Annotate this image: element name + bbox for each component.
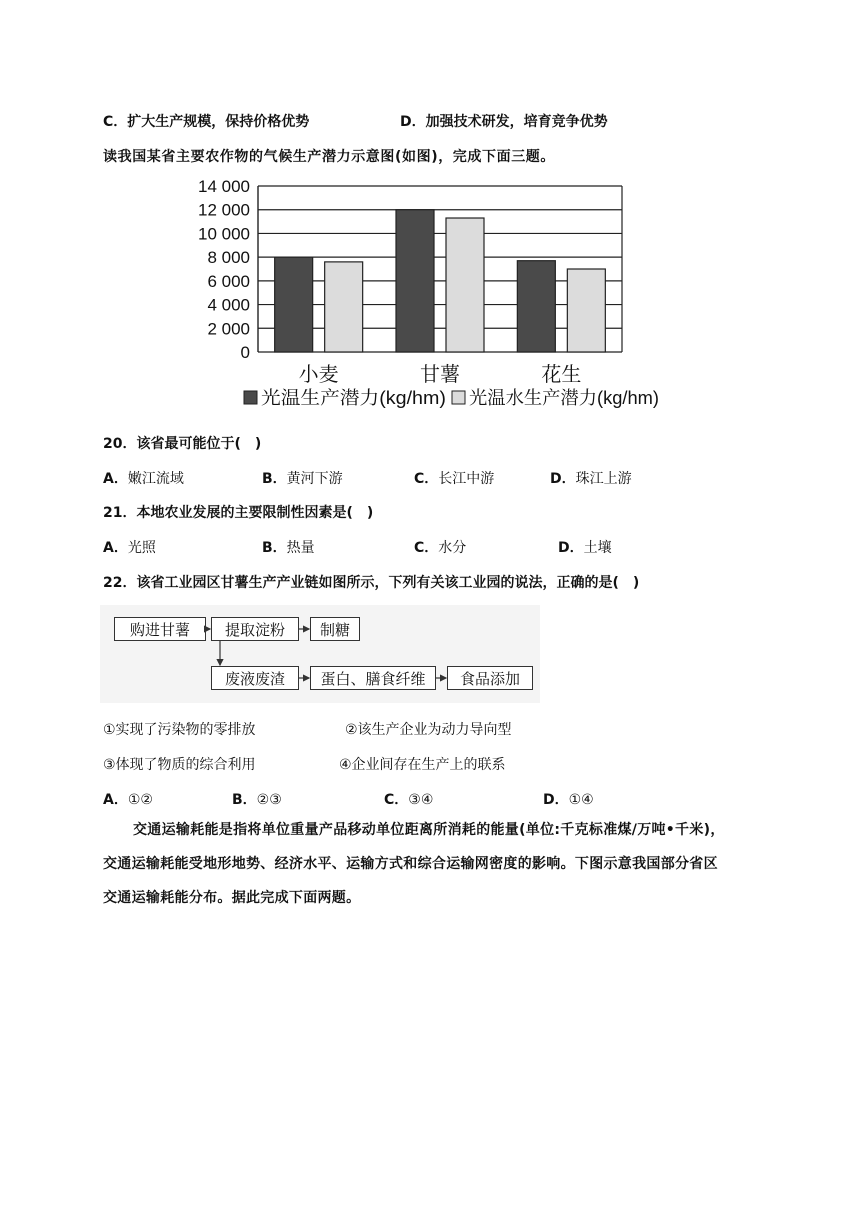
intro-text: 读我国某省主要农作物的气候生产潜力示意图(如图)，完成下面三题。 xyxy=(103,149,555,165)
flow-box-protein: 蛋白、膳食纤维 xyxy=(310,666,436,690)
y-tick-label: 2 000 xyxy=(207,319,250,339)
option-a xyxy=(103,789,153,809)
question-20-stem: 20．该省最可能位于( ) xyxy=(103,436,262,452)
y-tick-label: 14 000 xyxy=(198,177,250,196)
option-b xyxy=(232,789,282,809)
bar xyxy=(517,261,555,352)
option-text: 加强技术研发，培育竞争优势 xyxy=(425,114,608,130)
y-tick-label: 0 xyxy=(240,343,250,362)
option-letter: C． xyxy=(414,471,439,487)
option-letter: D． xyxy=(543,792,569,808)
option-text: ③④ xyxy=(408,792,434,808)
option-d xyxy=(400,111,608,131)
option-text: 水分 xyxy=(438,540,467,556)
option-text: ②③ xyxy=(256,792,282,808)
bar xyxy=(567,269,605,352)
statement-1: ①实现了污染物的零排放 xyxy=(103,722,256,738)
x-tick-label: 小麦 xyxy=(298,364,339,386)
flow-box-waste: 废液废渣 xyxy=(211,666,299,690)
option-letter: C． xyxy=(103,114,128,130)
x-tick-label: 甘薯 xyxy=(420,364,460,386)
x-tick-label: 花生 xyxy=(541,364,582,386)
option-c xyxy=(103,111,309,131)
option-text: 光照 xyxy=(127,540,156,556)
paragraph-line-3: 交通运输耗能分布。据此完成下面两题。 xyxy=(103,890,361,906)
flow-box-buy: 购进甘薯 xyxy=(114,617,206,641)
option-c xyxy=(384,789,433,809)
y-tick-label: 10 000 xyxy=(198,224,250,244)
paragraph-line-2: 交通运输耗能受地形地势、经济水平、运输方式和综合运输网密度的影响。下图示意我国部分省区 xyxy=(103,856,718,872)
option-letter: D． xyxy=(550,471,576,487)
option-letter: A． xyxy=(103,540,128,556)
option-letter: B． xyxy=(262,471,287,487)
flow-arrows xyxy=(100,605,540,703)
option-text: 土壤 xyxy=(583,540,612,556)
option-letter: D． xyxy=(558,540,584,556)
option-text: ①② xyxy=(127,792,153,808)
climate-potential-chart xyxy=(196,172,666,420)
y-tick-label: 6 000 xyxy=(207,271,250,291)
statement-2: ②该生产企业为动力导向型 xyxy=(345,722,512,738)
y-tick-label: 8 000 xyxy=(207,248,250,268)
option-a xyxy=(103,468,184,488)
legend-label: 光温水生产潜力(kg/hm) xyxy=(469,388,659,408)
legend-label: 光温生产潜力(kg/hm) xyxy=(261,388,446,408)
option-letter: A． xyxy=(103,471,128,487)
option-letter: B． xyxy=(232,792,257,808)
question-21-stem: 21．本地农业发展的主要限制性因素是( ) xyxy=(103,505,374,521)
statement-4: ④企业间存在生产上的联系 xyxy=(339,757,506,773)
bar xyxy=(446,218,484,352)
flow-box-sugar: 制糖 xyxy=(310,617,360,641)
option-text: 扩大生产规模，保持价格优势 xyxy=(127,114,310,130)
option-d xyxy=(543,789,594,809)
question-22-stem: 22．该省工业园区甘薯生产产业链如图所示，下列有关该工业园的说法，正确的是( ) xyxy=(103,575,640,591)
option-b xyxy=(262,468,343,488)
option-d xyxy=(558,537,612,557)
option-b xyxy=(262,537,315,557)
paragraph-line-1: 交通运输耗能是指将单位重量产品移动单位距离所消耗的能量(单位:千克标准煤/万吨•千米)， xyxy=(133,822,725,838)
option-a xyxy=(103,537,156,557)
option-letter: C． xyxy=(384,792,409,808)
option-text: ①④ xyxy=(568,792,594,808)
option-letter: D． xyxy=(400,114,426,130)
option-d xyxy=(550,468,632,488)
bar xyxy=(396,210,434,352)
industry-chain-diagram xyxy=(100,605,540,703)
option-letter: C． xyxy=(414,540,439,556)
flow-box-extract: 提取淀粉 xyxy=(211,617,299,641)
option-text: 热量 xyxy=(286,540,315,556)
option-text: 黄河下游 xyxy=(286,471,343,487)
flow-box-food: 食品添加 xyxy=(447,666,533,690)
y-tick-label: 4 000 xyxy=(207,295,250,315)
legend-swatch xyxy=(452,391,465,404)
bar xyxy=(275,257,313,352)
y-tick-label: 12 000 xyxy=(198,200,250,220)
option-letter: B． xyxy=(262,540,287,556)
bar xyxy=(325,262,363,352)
statement-3: ③体现了物质的综合利用 xyxy=(103,757,256,773)
option-letter: A． xyxy=(103,792,128,808)
option-text: 长江中游 xyxy=(438,471,495,487)
option-c xyxy=(414,468,494,488)
option-text: 珠江上游 xyxy=(575,471,632,487)
legend-swatch xyxy=(244,391,257,404)
option-c xyxy=(414,537,466,557)
option-text: 嫩江流域 xyxy=(127,471,184,487)
